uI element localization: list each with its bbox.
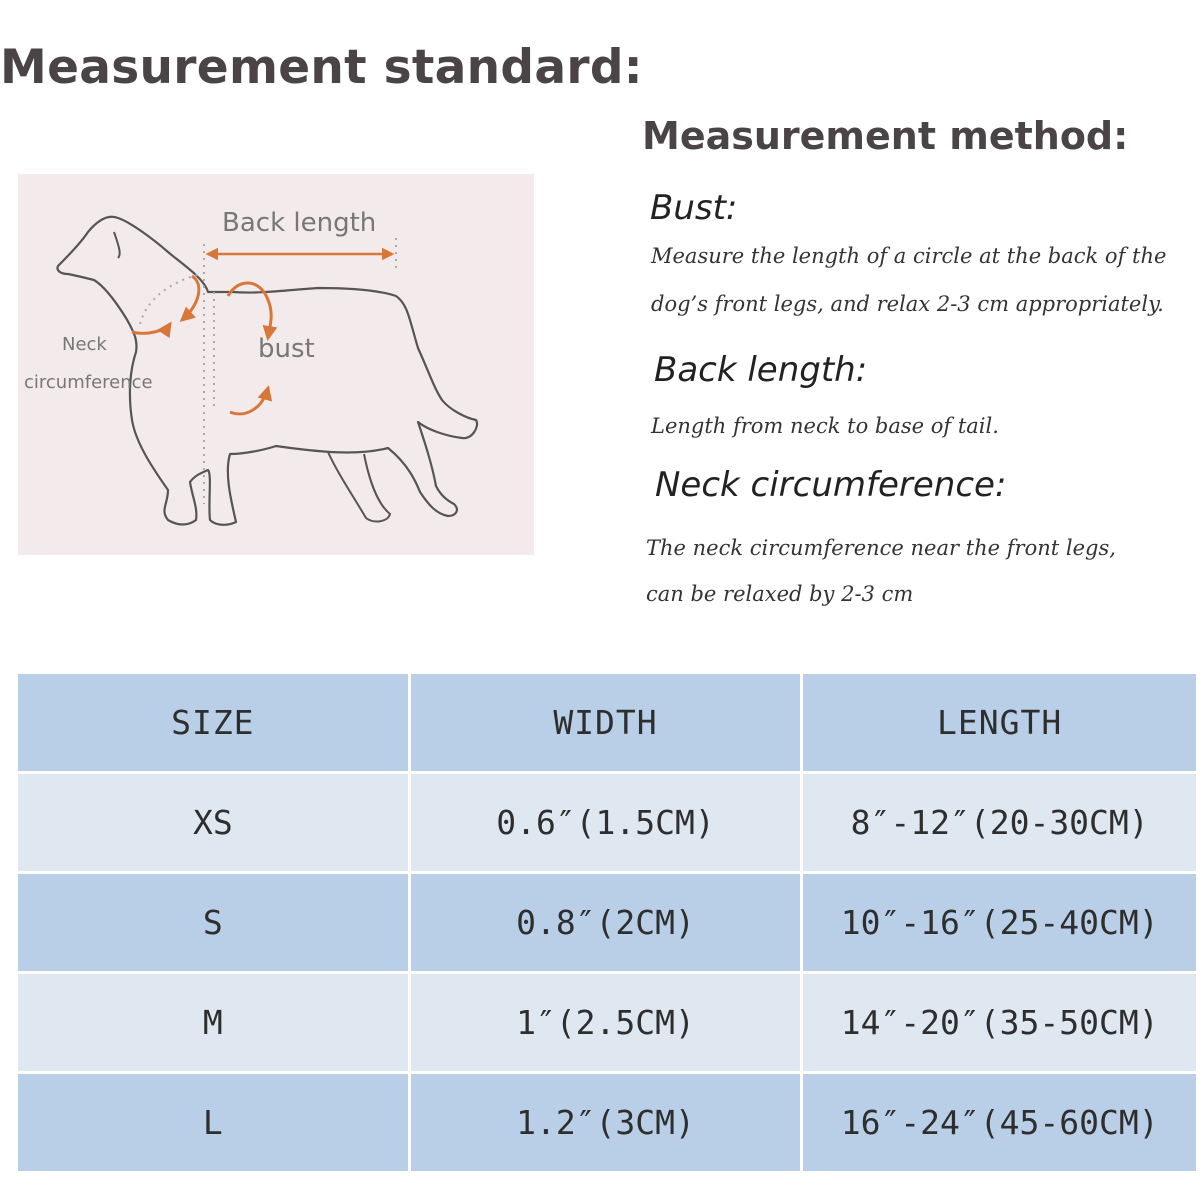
cell-width: 1.2″(3CM) [411,1074,804,1171]
cell-size: M [18,974,411,1074]
bust-text-line-1: Measure the length of a circle at the back of the [651,244,1167,268]
cell-length: 8″-12″(20-30CM) [803,774,1196,874]
table-header-row [18,674,1196,774]
neck-label: Neck [62,334,107,355]
table-row [18,974,1196,1074]
measurement-method-title: Measurement method: [642,114,1129,158]
neck-text-line-2: can be relaxed by 2-3 cm [646,582,914,606]
circumference-label: circumference [24,372,153,393]
header-width: WIDTH [411,674,804,774]
header-length: LENGTH [803,674,1196,774]
back-length-label: Back length [222,208,377,238]
back-length-title: Back length: [654,350,868,390]
page-title: Measurement standard: [0,40,643,95]
cell-length: 10″-16″(25-40CM) [803,874,1196,974]
bust-arrow-bottom [230,388,268,414]
neck-text-line-1: The neck circumference near the front legs, [646,536,1116,560]
cell-width: 1″(2.5CM) [411,974,804,1074]
cell-width: 0.6″(1.5CM) [411,774,804,874]
cell-length: 14″-20″(35-50CM) [803,974,1196,1074]
cell-size: L [18,1074,411,1171]
cell-size: S [18,874,411,974]
header-size: SIZE [18,674,411,774]
dog-outline [57,217,477,525]
table-row [18,1074,1196,1171]
size-chart-table [18,674,1196,1171]
cell-size: XS [18,774,411,874]
cell-width: 0.8″(2CM) [411,874,804,974]
neck-circumference-title: Neck circumference: [655,465,1007,505]
bust-label: bust [258,334,315,364]
cell-length: 16″-24″(45-60CM) [840,1103,1159,1142]
table-row [18,874,1196,974]
bust-text-line-2: dog’s front legs, and relax 2-3 cm appropriately. [651,292,1164,316]
table-row [18,774,1196,874]
bust-title: Bust: [650,188,738,228]
neck-arrow [132,324,170,333]
back-length-text: Length from neck to base of tail. [651,414,999,438]
dog-measurement-diagram [18,174,534,555]
